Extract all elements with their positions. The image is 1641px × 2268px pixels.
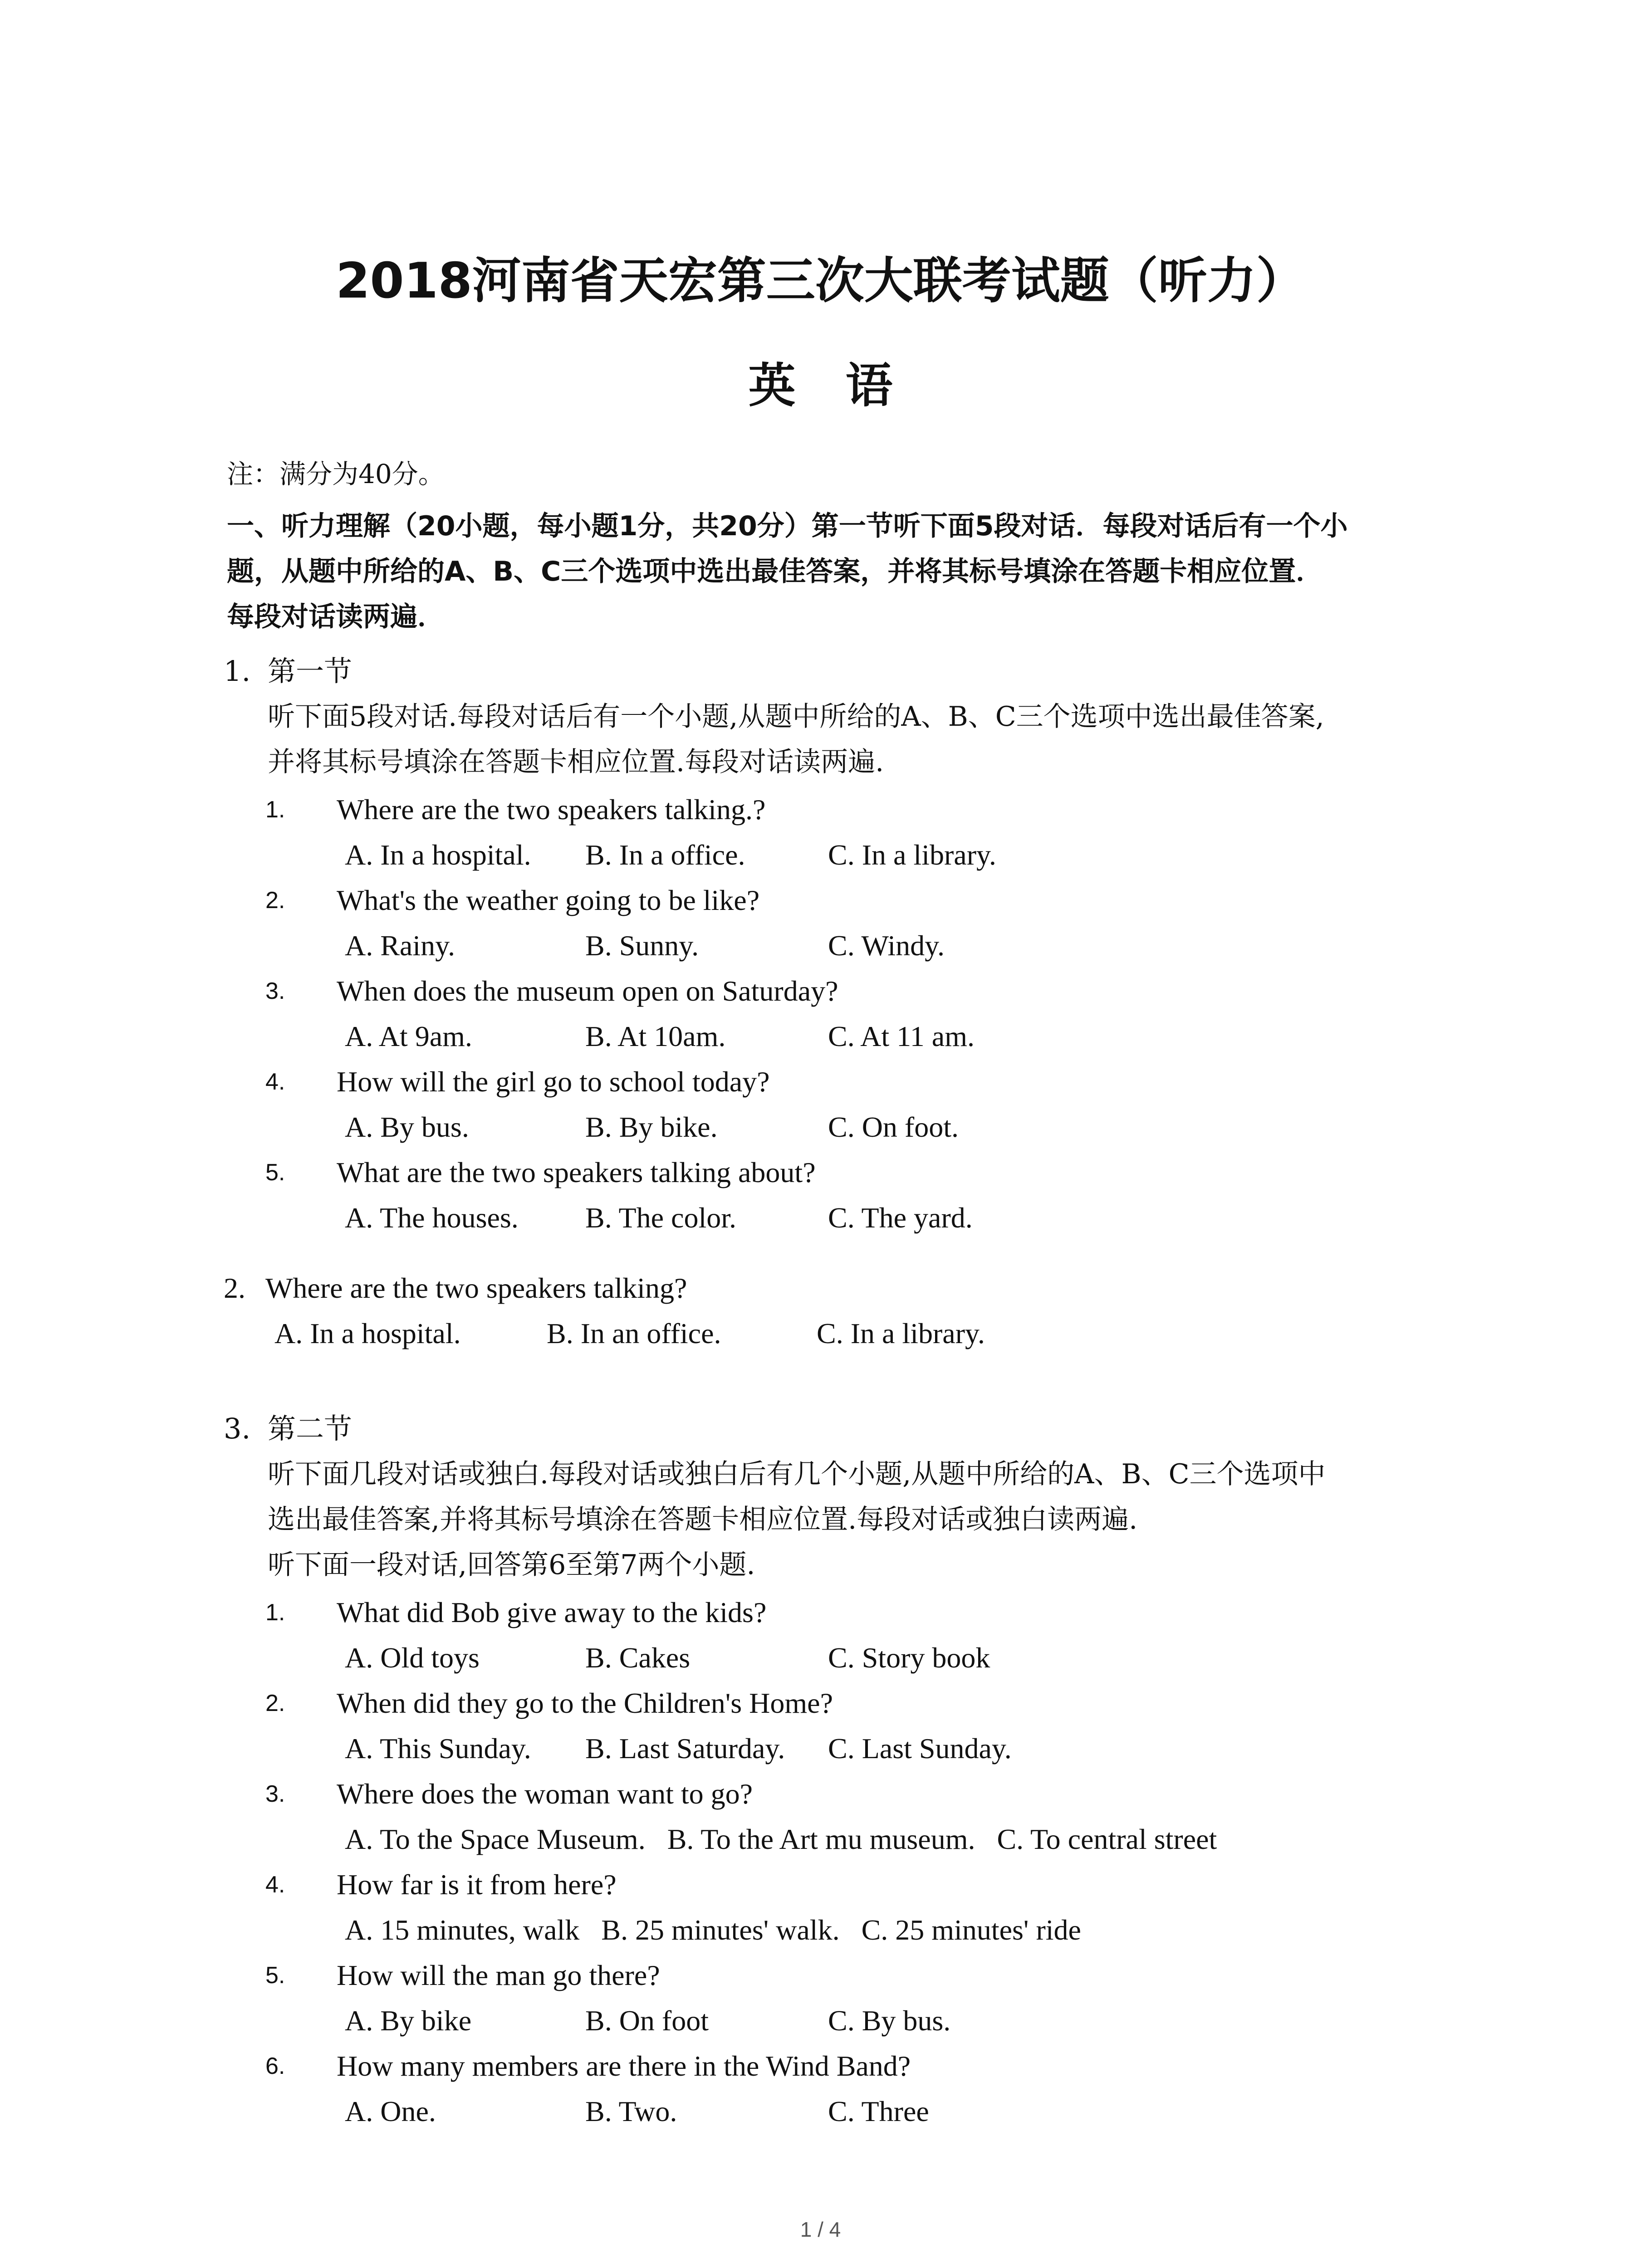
question-text: How will the girl go to school today? <box>337 1066 770 1098</box>
intro-line: 每段对话读两遍． <box>227 601 445 633</box>
option-a: A. In a hospital. <box>274 1317 461 1349</box>
options-line: A. 15 minutes, walk B. 25 minutes' walk. C. 25 minutes' ride <box>345 1914 1081 1946</box>
option-a: A. This Sunday. <box>345 1732 531 1765</box>
option-c: C. Three <box>828 2095 929 2127</box>
option-a: A. By bus. <box>345 1111 469 1143</box>
option-b: B. Cakes <box>585 1642 691 1674</box>
option-c: C. Story book <box>828 1642 990 1674</box>
option-c: C. At 11 am. <box>828 1020 975 1052</box>
option-a: A. Old toys <box>345 1642 480 1674</box>
section-instructions: 听下面一段对话,回答第6至第7两个小题. <box>268 1549 755 1581</box>
option-c: C. On foot. <box>828 1111 959 1143</box>
option-b: B. On foot <box>585 2004 709 2037</box>
question-number: 4. <box>265 1069 285 1095</box>
question-text: Where are the two speakers talking.? <box>337 793 766 826</box>
question-text: How many members are there in the Wind Band? <box>337 2050 911 2082</box>
question-number: 5. <box>265 1159 285 1186</box>
option-c: C. In a library. <box>817 1317 985 1349</box>
question-text: Where are the two speakers talking? <box>265 1272 687 1304</box>
option-a: A. The houses. <box>345 1202 519 1234</box>
question-number: 4. <box>265 1872 285 1898</box>
question-text: How will the man go there? <box>337 1959 660 1991</box>
question-text: What did Bob give away to the kids? <box>337 1596 767 1628</box>
option-b: B. Sunny. <box>585 929 699 962</box>
option-b: B. By bike. <box>585 1111 718 1143</box>
option-b: B. In a office. <box>585 839 745 871</box>
section-number: 3. <box>224 1412 251 1445</box>
option-a: A. In a hospital. <box>345 839 531 871</box>
option-c: C. By bus. <box>828 2004 951 2037</box>
question-text: How far is it from here? <box>337 1868 617 1901</box>
question-text: When does the museum open on Saturday? <box>337 975 838 1007</box>
question-number: 6. <box>265 2053 285 2079</box>
document-subtitle: 英语 <box>748 358 943 413</box>
section-instructions: 选出最佳答案,并将其标号填涂在答题卡相应位置.每段对话或独白读两遍. <box>268 1504 1138 1535</box>
option-c: C. Windy. <box>828 929 945 962</box>
question-number: 3. <box>265 1781 285 1807</box>
option-a: A. One. <box>345 2095 436 2127</box>
question-text: What are the two speakers talking about? <box>337 1156 816 1188</box>
question-text: Where does the woman want to go? <box>337 1778 753 1810</box>
section-instructions: 并将其标号填涂在答题卡相应位置.每段对话读两遍. <box>268 746 884 778</box>
document-title: 2018河南省天宏第三次大联考试题（听力） <box>336 253 1305 309</box>
intro-line: 一、听力理解（20小题，每小题1分，共20分）第一节听下面5段对话．每段对话后有一个小 <box>227 510 1348 542</box>
question-number: 2. <box>265 1690 285 1716</box>
score-note: 注：满分为40分。 <box>227 459 445 489</box>
option-a: A. At 9am. <box>345 1020 472 1052</box>
section-instructions: 听下面5段对话.每段对话后有一个小题,从题中所给的A、B、C三个选项中选出最佳答案, <box>268 701 1324 733</box>
section-number: 1. <box>224 655 251 688</box>
option-c: C. The yard. <box>828 1202 973 1234</box>
option-c: C. In a library. <box>828 839 996 871</box>
option-b: B. The color. <box>585 1202 736 1234</box>
section-number: 2. <box>224 1272 245 1304</box>
option-b: B. Two. <box>585 2095 677 2127</box>
question-number: 3. <box>265 978 285 1004</box>
option-b: B. At 10am. <box>585 1020 726 1052</box>
intro-line: 题，从题中所给的A、B、C三个选项中选出最佳答案，并将其标号填涂在答题卡相应位置． <box>227 556 1323 587</box>
option-b: B. In an office. <box>547 1317 721 1349</box>
question-text: What's the weather going to be like? <box>337 884 760 916</box>
section-instructions: 听下面几段对话或独白.每段对话或独白后有几个小题,从题中所给的A、B、C三个选项中 <box>268 1458 1326 1490</box>
question-text: When did they go to the Children's Home? <box>337 1687 833 1719</box>
options-line: A. To the Space Museum. B. To the Art mu museum. C. To central street <box>345 1823 1217 1855</box>
question-number: 1. <box>265 797 285 823</box>
question-number: 5. <box>265 1962 285 1989</box>
page-number: 1 / 4 <box>800 2218 841 2241</box>
option-a: A. Rainy. <box>345 929 455 962</box>
question-number: 1. <box>265 1599 285 1626</box>
section-heading: 第二节 <box>268 1412 353 1445</box>
section-heading: 第一节 <box>268 655 353 688</box>
option-c: C. Last Sunday. <box>828 1732 1012 1765</box>
option-a: A. By bike <box>345 2004 472 2037</box>
option-b: B. Last Saturday. <box>585 1732 785 1765</box>
question-number: 2. <box>265 887 285 914</box>
